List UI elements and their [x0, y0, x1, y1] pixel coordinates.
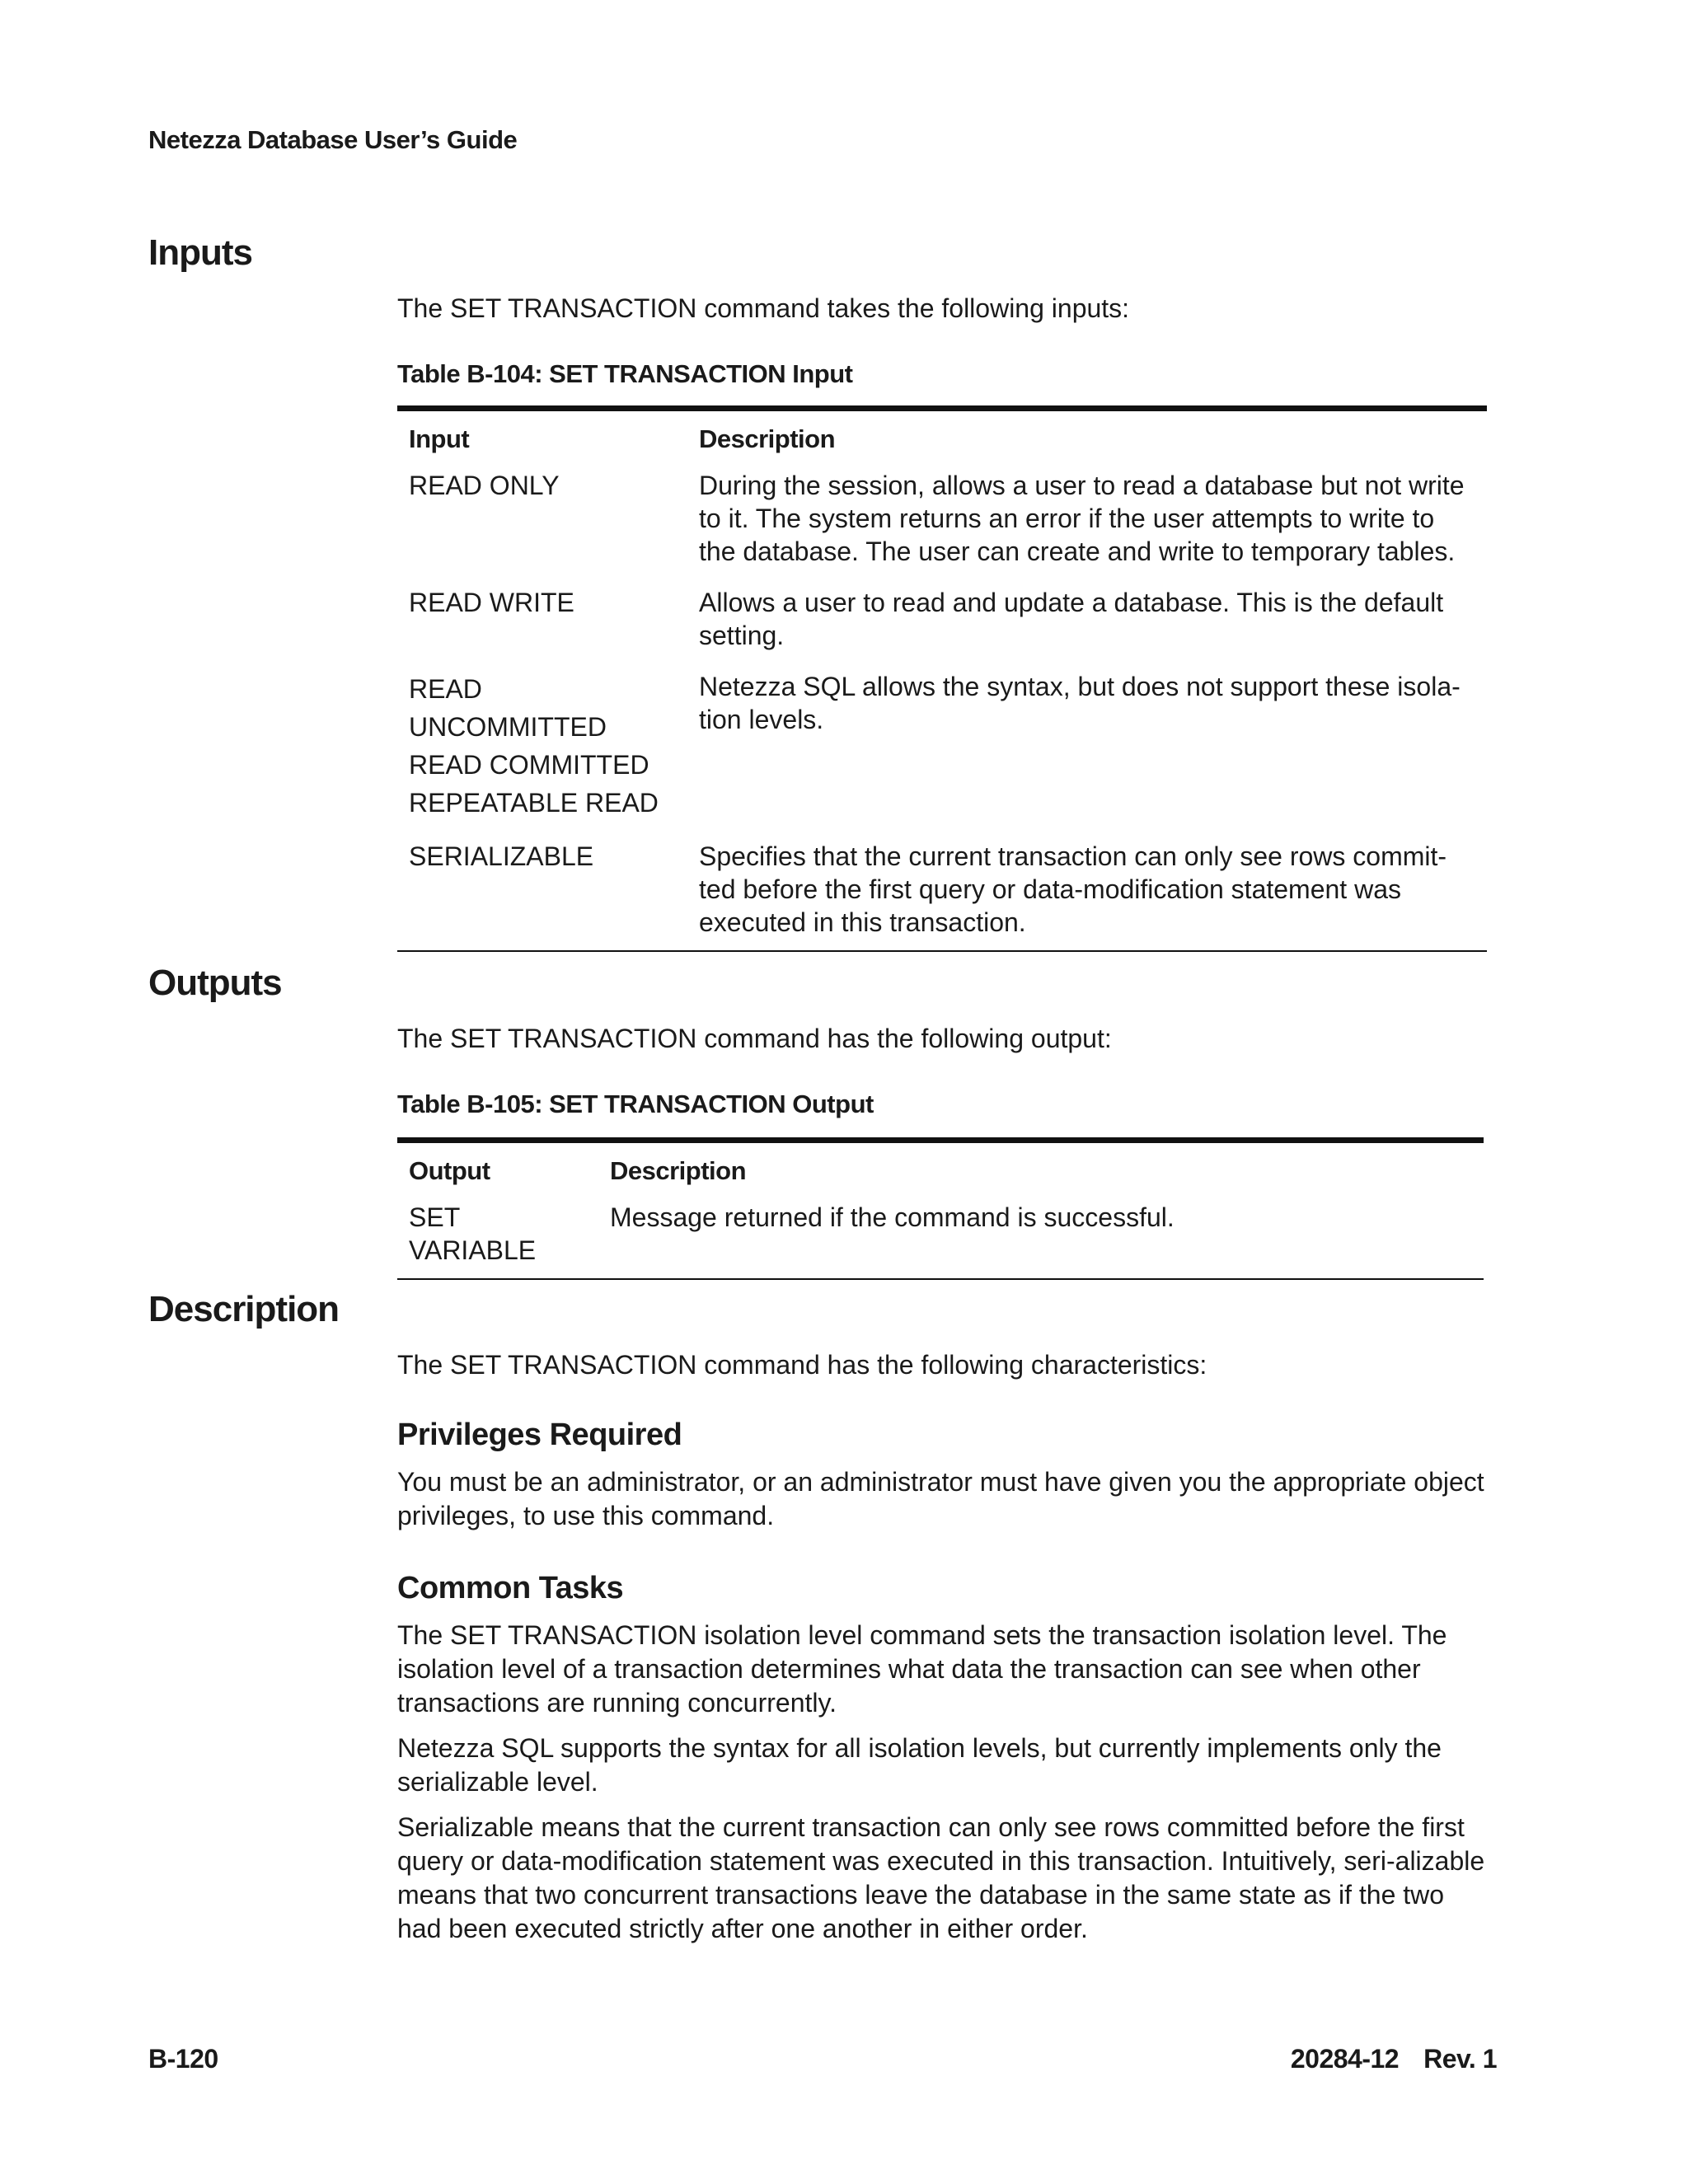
output-column-header: Output [409, 1156, 490, 1185]
input-table-caption: Table B-104: SET TRANSACTION Input [397, 359, 853, 388]
description-heading: Description [148, 1289, 340, 1329]
common-tasks-paragraph: Serializable means that the current transaction can only see rows committed before the first query or data-modification statement was executed in this transaction. Intuitively, seri-alizable means that two concurrent transactions leave the database in the same state as if the two had been executed strictly after one another in either order. [397, 1812, 1485, 1943]
input-table [397, 405, 1487, 965]
table-row [397, 579, 1487, 663]
input-description: Netezza SQL allows the syntax, but does not support these isola-tion levels. [699, 672, 1461, 734]
inputs-heading: Inputs [148, 232, 252, 273]
common-tasks-body [397, 1619, 1493, 1957]
input-description: Specifies that the current transaction can only see rows commit-ted before the first query or data-modification statement was executed in this transaction. [699, 841, 1447, 937]
input-name: SERIALIZABLE [409, 841, 594, 871]
output-name: SET VARIABLE [409, 1202, 537, 1265]
output-table-header-row [397, 1141, 1484, 1195]
outputs-heading: Outputs [148, 963, 282, 1003]
input-names [397, 663, 687, 833]
input-name: READ WRITE [409, 588, 574, 617]
input-name: READ ONLY [409, 471, 560, 500]
input-description: During the session, allows a user to read a database but not write to it. The system returns an error if the user attempts to write to the database. The user can create and write to temporary tables. [699, 471, 1465, 566]
input-name: READ COMMITTED [409, 750, 649, 780]
table-row [397, 833, 1487, 951]
table-bottom-rule [397, 1279, 1484, 1293]
table-row [397, 663, 1487, 833]
document-id [1266, 2044, 1497, 2074]
document-number: 20284-12 [1290, 2044, 1400, 2074]
table-row [397, 462, 1487, 579]
privileges-required-text: You must be an administrator, or an administrator must have given you the appropriate object privileges, to use this command. [397, 1467, 1484, 1530]
privileges-required-heading: Privileges Required [397, 1418, 682, 1452]
description-column-header: Description [610, 1156, 747, 1185]
output-table [397, 1137, 1484, 1293]
common-tasks-paragraph: Netezza SQL supports the syntax for all isolation levels, but currently implements only the serializable level. [397, 1733, 1442, 1797]
description-intro: The SET TRANSACTION command has the following characteristics: [397, 1350, 1207, 1380]
output-table-caption: Table B-105: SET TRANSACTION Output [397, 1090, 874, 1118]
output-description: Message returned if the command is successful. [610, 1202, 1175, 1232]
input-name: REPEATABLE READ [409, 788, 659, 818]
outputs-intro: The SET TRANSACTION command has the following output: [397, 1024, 1112, 1053]
page-number: B-120 [148, 2044, 218, 2074]
table-bottom-rule [397, 951, 1487, 965]
common-tasks-paragraph: The SET TRANSACTION isolation level command sets the transaction isolation level. The isolation level of a transaction determines what data the transaction can see when other transactions are running concurrently. [397, 1620, 1447, 1718]
input-table-header-row [397, 409, 1487, 463]
common-tasks-heading: Common Tasks [397, 1571, 624, 1605]
input-name: READ UNCOMMITTED [409, 674, 607, 742]
table-row [397, 1194, 1484, 1279]
revision: Rev. 1 [1423, 2044, 1497, 2074]
description-column-header: Description [699, 424, 836, 453]
running-header: Netezza Database User’s Guide [148, 125, 518, 154]
inputs-intro: The SET TRANSACTION command takes the following inputs: [397, 293, 1130, 323]
input-column-header: Input [409, 424, 470, 453]
input-description: Allows a user to read and update a database. This is the default setting. [699, 588, 1444, 650]
